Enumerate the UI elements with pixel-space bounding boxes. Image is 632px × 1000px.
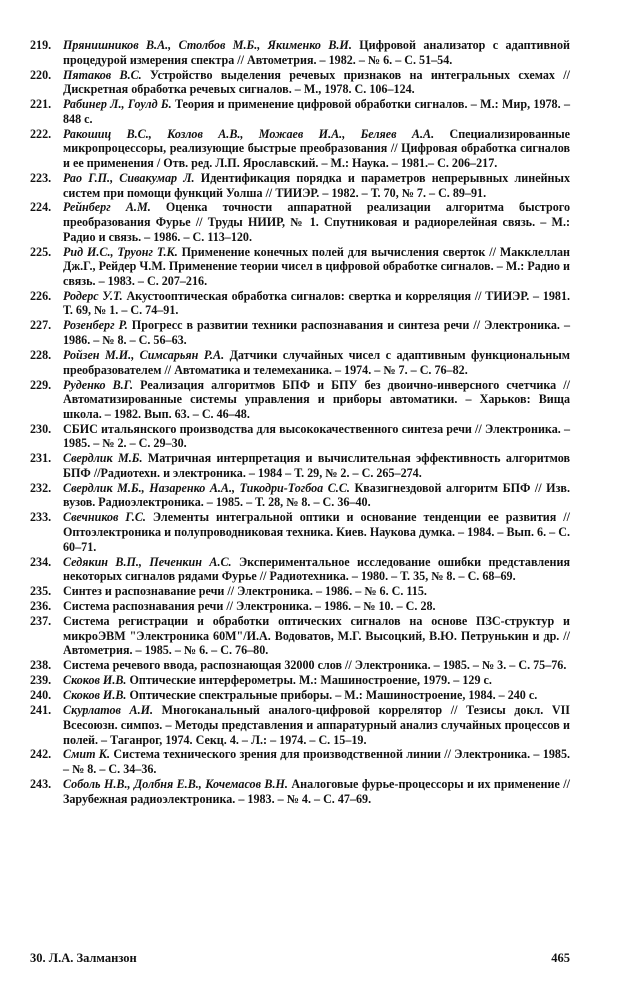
reference-text: Синтез и распознавание речи // Электроника. – 1986. – № 6. С. 115.	[63, 584, 427, 599]
reference-list	[30, 38, 570, 807]
reference-number: 233.	[30, 510, 52, 525]
printer-signature: 30. Л.А. Залманзон	[30, 951, 137, 965]
reference-authors: Седякин В.П., Печенкин А.С.	[63, 554, 232, 569]
reference-number: 240.	[30, 688, 52, 703]
reference-text: Реализация алгоритмов БПФ и БПУ без двоично-инверсного счетчика // Автоматизированные системы управления и приборы автоматики. – Харьков: Вища школа. – 1982. Вып. 63. – С. 46–48.	[63, 377, 570, 421]
reference-text: Оценка точности аппаратной реализации алгоритма быстрого преобразования Фурье // Труды НИИР, № 1. Спутниковая и радиорелейная связь. – М.: Радио и связь. – 1986. – С. 113–120.	[63, 200, 570, 244]
reference-number: 238.	[30, 658, 52, 673]
reference-entry	[30, 584, 570, 599]
reference-text: Элементы интегральной оптики и основание тенденции ее развития // Оптоэлектроника и полупроводниковая техника. Киев. Наукова думка. – 1984. – Вып. 6. – С. 60–71.	[63, 510, 570, 554]
reference-text: Экспериментальное исследование ошибки представления некоторых сигналов рядами Фурье // Радиотехника. – 1980. – Т. 35, № 8. – С. 68–69.	[63, 554, 570, 584]
reference-authors: Скоков И.В.	[63, 688, 127, 703]
reference-authors: Ройзен М.И., Симсарьян Р.А.	[63, 347, 225, 362]
reference-authors: Скоков И.В.	[63, 673, 127, 688]
reference-number: 224.	[30, 200, 52, 215]
reference-text: Квазигнездовой алгоритм БПФ // Изв. вузов. Радиоэлектроника. – 1985. – Т. 28, № 8. – С. 36–40.	[63, 480, 570, 510]
reference-number: 229.	[30, 377, 52, 392]
reference-entry	[30, 673, 570, 688]
reference-authors: Свердлик М.Б., Назаренко А.А., Тикодри-Тогбоа С.С.	[63, 480, 350, 495]
reference-entry	[30, 127, 570, 171]
reference-authors: Свечников Г.С.	[63, 510, 146, 525]
reference-text: Специализированные микропроцессоры, реализующие быстрые преобразования // Цифровая обработка сигналов и ее применения / Отв. ред. Л.П. Ярославский. – М.: Наука. – 1981.– С. 206–217.	[63, 126, 570, 170]
reference-number: 232.	[30, 480, 52, 495]
reference-text: СБИС итальянского производства для высококачественного синтеза речи // Электроника. – 1985. – № 2. – С. 29–30.	[63, 421, 570, 451]
reference-number: 239.	[30, 673, 52, 688]
reference-entry	[30, 200, 570, 244]
reference-number: 236.	[30, 599, 52, 614]
reference-number: 243.	[30, 777, 52, 792]
reference-number: 223.	[30, 170, 52, 185]
reference-authors: Скурлатов А.И.	[63, 703, 154, 718]
reference-entry	[30, 510, 570, 554]
reference-number: 219.	[30, 38, 52, 52]
reference-authors: Рид И.С., Труонг Т.К.	[63, 244, 178, 259]
reference-text: Цифровой анализатор с адаптивной процедурой измерения спектра // Автометрия. – 1982. – № 6. – С. 51–54.	[63, 38, 570, 67]
reference-number: 237.	[30, 614, 52, 629]
reference-entry	[30, 378, 570, 422]
reference-number: 234.	[30, 554, 52, 569]
reference-entry	[30, 747, 570, 776]
reference-text: Идентификация порядка и параметров непрерывных линейных систем при помощи функций Уолша // ТИИЭР. – 1982. – Т. 70, № 7. – С. 89–91.	[63, 170, 570, 200]
reference-text: Система речевого ввода, распознающая 32000 слов // Электроника. – 1985. – № 3. – С. 75–76.	[63, 658, 567, 673]
reference-number: 235.	[30, 584, 52, 599]
reference-authors: Прянишников В.А., Столбов М.Б., Якименко В.И.	[63, 38, 352, 52]
reference-number: 220.	[30, 67, 52, 82]
reference-text: Система распознавания речи // Электроника. – 1986. – № 10. – С. 28.	[63, 599, 436, 614]
reference-text: Прогресс в развитии техники распознавания и синтеза речи // Электроника. – 1986. – № 8. – С. 56–63.	[63, 318, 570, 347]
reference-entry	[30, 688, 570, 703]
reference-entry	[30, 348, 570, 377]
reference-entry	[30, 599, 570, 614]
reference-authors: Рабинер Л., Гоулд Б.	[63, 97, 172, 112]
reference-entry	[30, 777, 570, 806]
reference-text: Аналоговые фурье-процессоры и их применение // Зарубежная радиоэлектроника. – 1983. – № 4. – С. 47–69.	[63, 777, 570, 806]
reference-entry	[30, 289, 570, 318]
reference-authors: Рейнберг А.М.	[63, 200, 151, 215]
reference-authors: Розенберг Р.	[63, 318, 128, 333]
reference-entry	[30, 318, 570, 347]
reference-entry	[30, 422, 570, 451]
reference-text: Система регистрации и обработки оптических сигналов на основе ПЗС-структур и микроЭВМ "Электроника 60М"/И.А. Водоватов, М.Г. Высоцкий, В.Ю. Петрунькин и др. // Автометрия. – 1985. – № 6. – С. 76–80.	[63, 614, 570, 658]
reference-number: 227.	[30, 318, 52, 333]
reference-text: Система технического зрения для производственной линии // Электроника. – 1985. – № 8. – С. 34–36.	[63, 747, 571, 777]
reference-authors: Свердлик М.Б.	[63, 451, 143, 466]
reference-number: 231.	[30, 451, 52, 466]
reference-authors: Ракошиц В.С., Козлов А.В., Можаев И.А., Беляев А.А.	[63, 126, 435, 141]
reference-number: 228.	[30, 347, 52, 362]
reference-text: Теория и применение цифровой обработки сигналов. – М.: Мир, 1978. – 848 с.	[63, 97, 570, 126]
reference-entry	[30, 97, 570, 126]
reference-number: 242.	[30, 747, 52, 762]
reference-entry	[30, 703, 570, 747]
reference-text: Матричная интерпретация и вычислительная эффективность алгоритмов БПФ //Радиотехн. и электроника. – 1984 – Т. 29, № 2. – С. 265–274.	[63, 451, 570, 480]
reference-text: Устройство выделения речевых признаков на интегральных схемах // Дискретная обработка речевых сигналов. – М., 1978. С. 106–124.	[63, 67, 570, 97]
reference-number: 221.	[30, 97, 52, 112]
reference-text: Многоканальный аналого-цифровой коррелятор // Тезисы докл. VII Всесоюзн. симпоз. – Методы представления и аппаратурный анализ случайных процессов и полей. – Таганрог, 1974. Секц. 4. – Л.: – 1974. – С. 15–19.	[63, 703, 570, 747]
reference-number: 226.	[30, 288, 52, 303]
reference-entry	[30, 481, 570, 510]
reference-authors: Пятаков В.С.	[63, 67, 142, 82]
reference-entry	[30, 38, 570, 67]
reference-text: Акустооптическая обработка сигналов: свертка и корреляция // ТИИЭР. – 1981. Т. 69, № 1. – С. 74–91.	[63, 288, 571, 318]
reference-entry	[30, 245, 570, 289]
reference-number: 241.	[30, 703, 52, 718]
page-number: 465	[551, 951, 570, 965]
reference-text: Оптические спектральные приборы. – М.: Машиностроение, 1984. – 240 с.	[126, 688, 538, 703]
reference-authors: Смит К.	[63, 747, 111, 762]
reference-entry	[30, 68, 570, 97]
reference-authors: Руденко В.Г.	[63, 377, 134, 392]
reference-number: 222.	[30, 126, 52, 141]
reference-entry	[30, 658, 570, 673]
reference-number: 230.	[30, 421, 52, 436]
reference-entry	[30, 171, 570, 200]
reference-text: Применение конечных полей для вычисления сверток // Макклеллан Дж.Г., Рейдер Ч.М. Применение теории чисел в цифровой обработке сигналов. – М.: Радио и связь. – 1983. – С. 207–216.	[63, 244, 570, 288]
reference-entry	[30, 614, 570, 658]
reference-authors: Родерс У.Т.	[63, 288, 123, 303]
reference-number: 225.	[30, 244, 52, 259]
reference-authors: Соболь Н.В., Долбня Е.В., Кочемасов В.Н.	[63, 777, 288, 792]
reference-entry	[30, 451, 570, 480]
reference-entry	[30, 555, 570, 584]
reference-text: Датчики случайных чисел с адаптивным функциональным преобразователем // Автоматика и телемеханика. – 1974. – № 7. – С. 76–82.	[63, 347, 570, 377]
reference-text: Оптические интерферометры. М.: Машиностроение, 1979. – 129 с.	[126, 673, 492, 688]
reference-authors: Рао Г.П., Сивакумар Л.	[63, 170, 195, 185]
